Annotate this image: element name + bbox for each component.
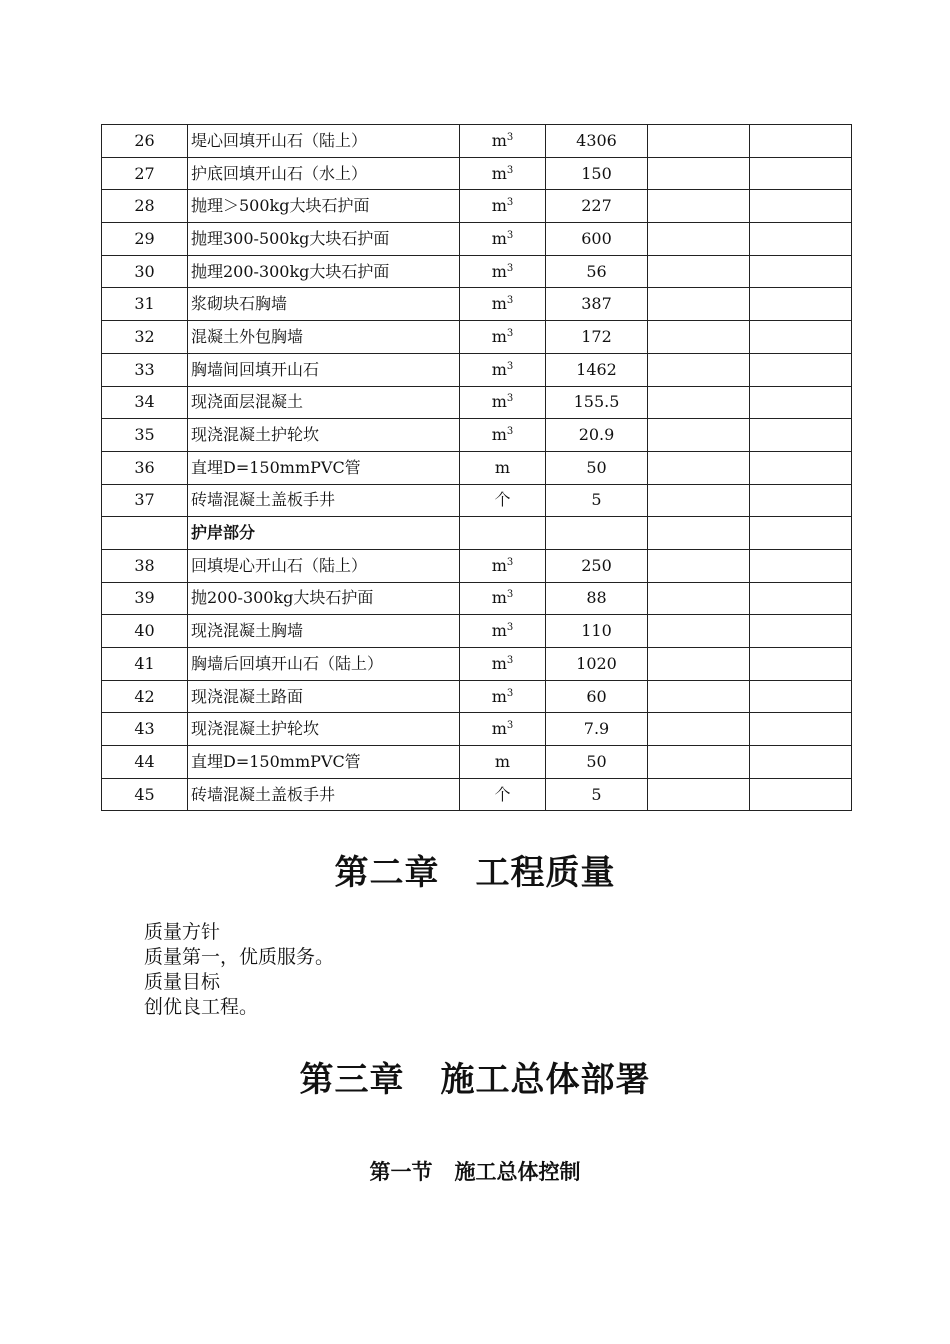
- empty-cell: [750, 125, 852, 158]
- quantity-cell-text: 387: [581, 294, 612, 314]
- empty-cell: [648, 484, 750, 517]
- item-name-cell-text: 砖墙混凝土盖板手井: [191, 784, 336, 804]
- item-name-cell: [188, 484, 460, 517]
- quantity-cell-text: 88: [586, 588, 607, 608]
- quantity-cell-text: 50: [586, 457, 607, 477]
- item-number-cell: [102, 615, 188, 648]
- unit-cell-text: m: [491, 588, 507, 608]
- quantity-cell: [546, 451, 648, 484]
- unit-exponent: 3: [506, 622, 514, 634]
- item-name-cell-text: 现浇面层混凝土: [191, 392, 304, 412]
- item-name-cell-text: 抛理＞500kg大块石护面: [191, 196, 370, 216]
- empty-cell: [648, 419, 750, 452]
- item-name-cell-text: 现浇混凝土胸墙: [191, 621, 304, 641]
- empty-cell: [750, 778, 852, 811]
- unit-cell-text: m: [491, 228, 507, 248]
- empty-cell: [648, 451, 750, 484]
- quantity-cell: [546, 190, 648, 223]
- table-row: [102, 353, 852, 386]
- unit-exponent: 3: [506, 393, 514, 405]
- quantity-cell: [546, 746, 648, 779]
- empty-cell: [648, 549, 750, 582]
- item-name-cell-text: 浆砌块石胸墙: [191, 294, 288, 314]
- unit-cell-text: m: [491, 555, 507, 575]
- empty-cell: [750, 419, 852, 452]
- unit-exponent: 3: [506, 589, 514, 601]
- quality-goal-heading: 质量目标: [144, 971, 221, 993]
- unit-cell: [460, 549, 546, 582]
- quantity-cell: [546, 353, 648, 386]
- unit-cell: [460, 713, 546, 746]
- item-number-cell-text: 35: [134, 425, 155, 445]
- unit-cell: [460, 615, 546, 648]
- item-number-cell: [102, 125, 188, 158]
- unit-cell-text: m: [491, 261, 507, 281]
- unit-cell-text: m: [491, 294, 507, 314]
- unit-cell-text: m: [491, 719, 507, 739]
- item-name-cell: [188, 451, 460, 484]
- item-name-cell: [188, 419, 460, 452]
- item-name-cell: [188, 680, 460, 713]
- item-name-cell: [188, 255, 460, 288]
- quantity-cell-text: 5: [591, 784, 602, 804]
- quantity-cell-text: 60: [586, 686, 607, 706]
- empty-cell: [648, 582, 750, 615]
- item-name-cell: [188, 778, 460, 811]
- empty-cell: [648, 615, 750, 648]
- empty-cell: [750, 517, 852, 550]
- item-number-cell: [102, 549, 188, 582]
- empty-cell: [648, 125, 750, 158]
- quality-policy-text: 质量第一，优质服务。: [144, 946, 335, 968]
- item-name-cell: [188, 582, 460, 615]
- item-number-cell-text: 30: [134, 261, 155, 281]
- unit-exponent: 3: [506, 164, 514, 176]
- quantity-cell: [546, 223, 648, 256]
- table-row: [102, 419, 852, 452]
- quantity-cell-text: 56: [586, 261, 607, 281]
- quantity-cell: [546, 680, 648, 713]
- unit-cell-text: m: [491, 425, 507, 445]
- empty-cell: [750, 484, 852, 517]
- empty-cell: [750, 321, 852, 354]
- unit-cell: [460, 778, 546, 811]
- item-number-cell: [102, 713, 188, 746]
- unit-cell: [460, 648, 546, 681]
- item-number-cell-text: 34: [134, 392, 155, 412]
- item-number-cell-text: 29: [134, 228, 155, 248]
- unit-exponent: 3: [506, 327, 514, 339]
- item-name-cell: [188, 549, 460, 582]
- unit-cell: [460, 223, 546, 256]
- table-section-row: [102, 517, 852, 550]
- item-number-cell: [102, 288, 188, 321]
- table-row: [102, 125, 852, 158]
- quantity-cell: [546, 419, 648, 452]
- item-number-cell: [102, 484, 188, 517]
- empty-cell: [648, 778, 750, 811]
- table-row: [102, 549, 852, 582]
- unit-cell-text: m: [491, 392, 507, 412]
- item-name-cell-text: 抛理300-500kg大块石护面: [191, 228, 390, 248]
- quality-policy-heading: 质量方针: [144, 921, 221, 943]
- quantity-cell-text: 1462: [576, 359, 617, 379]
- unit-exponent: 3: [506, 229, 514, 241]
- item-name-cell-text: 直埋D=150mmPVC管: [191, 457, 361, 477]
- unit-cell: [460, 746, 546, 779]
- table-row: [102, 582, 852, 615]
- unit-cell: [460, 255, 546, 288]
- table-row: [102, 615, 852, 648]
- table-row: [102, 190, 852, 223]
- item-number-cell-text: 27: [134, 163, 155, 183]
- quantity-cell-text: 227: [581, 196, 612, 216]
- unit-cell: [460, 288, 546, 321]
- quantity-cell-text: 110: [581, 621, 612, 641]
- item-number-cell: [102, 746, 188, 779]
- unit-cell-text: m: [491, 130, 507, 150]
- unit-cell-text: m: [491, 326, 507, 346]
- unit-exponent: 3: [506, 687, 514, 699]
- quantity-cell: [546, 288, 648, 321]
- quantity-cell: [546, 549, 648, 582]
- item-name-cell-text: 混凝土外包胸墙: [191, 326, 304, 346]
- unit-exponent: 3: [506, 131, 514, 143]
- quantity-cell: [546, 321, 648, 354]
- item-number-cell: [102, 451, 188, 484]
- item-number-cell-text: 36: [134, 457, 155, 477]
- empty-cell: [750, 223, 852, 256]
- table-row: [102, 484, 852, 517]
- empty-cell: [648, 353, 750, 386]
- quantity-cell: [546, 125, 648, 158]
- quantity-cell-text: 172: [581, 326, 612, 346]
- item-number-cell: [102, 386, 188, 419]
- item-number-cell-text: 32: [134, 326, 155, 346]
- unit-exponent: 3: [506, 197, 514, 209]
- table-row: [102, 255, 852, 288]
- unit-cell: [460, 157, 546, 190]
- item-number-cell-text: 37: [134, 490, 155, 510]
- quantity-cell-text: 150: [581, 163, 612, 183]
- empty-cell: [648, 517, 750, 550]
- empty-cell: [648, 680, 750, 713]
- table-row: [102, 386, 852, 419]
- unit-exponent: 3: [506, 556, 514, 568]
- item-number-cell-text: 45: [134, 784, 155, 804]
- empty-cell: [750, 582, 852, 615]
- table-row: [102, 157, 852, 190]
- item-number-cell: [102, 255, 188, 288]
- item-name-cell-text: 现浇混凝土路面: [191, 686, 304, 706]
- item-name-cell-text: 砖墙混凝土盖板手井: [191, 490, 336, 510]
- empty-cell: [750, 713, 852, 746]
- table-row: [102, 648, 852, 681]
- chapter-2-title: 工程质量: [475, 853, 616, 893]
- item-name-cell: [188, 125, 460, 158]
- item-name-cell-text: 护底回填开山石（水上）: [191, 163, 368, 183]
- quantity-cell-text: 20.9: [578, 425, 615, 445]
- unit-cell: [460, 125, 546, 158]
- empty-cell: [648, 223, 750, 256]
- quantity-cell-text: 600: [581, 228, 612, 248]
- unit-cell-text: m: [491, 359, 507, 379]
- item-name-cell-text: 现浇混凝土护轮坎: [191, 425, 320, 445]
- quantity-cell: [546, 255, 648, 288]
- unit-cell: [460, 451, 546, 484]
- item-number-cell: [102, 419, 188, 452]
- quantity-cell: [546, 713, 648, 746]
- table-row: [102, 778, 852, 811]
- item-name-cell-text: 堤心回填开山石（陆上）: [191, 130, 368, 150]
- item-name-cell: [188, 288, 460, 321]
- item-name-cell: [188, 746, 460, 779]
- chapter-2-body: [144, 920, 334, 1020]
- item-number-cell-text: 33: [134, 359, 155, 379]
- item-number-cell-text: 39: [134, 588, 155, 608]
- unit-cell-text: 个: [494, 784, 511, 804]
- table-row: [102, 451, 852, 484]
- quantity-cell: [546, 582, 648, 615]
- unit-cell: [460, 386, 546, 419]
- item-number-cell: [102, 353, 188, 386]
- item-name-cell-text: 回填堤心开山石（陆上）: [191, 555, 368, 575]
- item-number-cell: [102, 582, 188, 615]
- table-row: [102, 680, 852, 713]
- item-name-cell-text: 抛理200-300kg大块石护面: [191, 261, 390, 281]
- unit-cell-text: m: [491, 621, 507, 641]
- empty-cell: [750, 386, 852, 419]
- quantity-cell-text: 7.9: [583, 719, 610, 739]
- item-number-cell: [102, 321, 188, 354]
- quality-goal-text: 创优良工程。: [144, 996, 259, 1018]
- item-number-cell-text: 38: [134, 555, 155, 575]
- quantity-cell-text: 250: [581, 555, 612, 575]
- quantity-cell: [546, 648, 648, 681]
- item-name-cell-text: 胸墙后回填开山石（陆上）: [191, 653, 384, 673]
- empty-cell: [648, 746, 750, 779]
- quantity-cell-text: 5: [591, 490, 602, 510]
- chapter-3-heading: [0, 1052, 950, 1101]
- quantity-cell-text: 1020: [576, 653, 617, 673]
- empty-cell: [750, 157, 852, 190]
- unit-cell: [460, 321, 546, 354]
- item-number-cell-text: 26: [134, 130, 155, 150]
- empty-cell: [750, 746, 852, 779]
- section-1-number: 第一节: [369, 1159, 433, 1184]
- item-name-cell: [188, 157, 460, 190]
- item-name-cell-text: 现浇混凝土护轮坎: [191, 719, 320, 739]
- table-row: [102, 321, 852, 354]
- table-row: [102, 223, 852, 256]
- quantity-cell-text: 155.5: [573, 392, 620, 412]
- unit-cell-text: m: [491, 653, 507, 673]
- unit-cell: [460, 484, 546, 517]
- unit-exponent: 3: [506, 360, 514, 372]
- item-name-cell: [188, 386, 460, 419]
- chapter-2-heading: [0, 845, 950, 894]
- empty-cell: [750, 353, 852, 386]
- item-name-cell: [188, 648, 460, 681]
- item-number-cell: [102, 680, 188, 713]
- quantity-cell: [546, 157, 648, 190]
- empty-cell: [648, 648, 750, 681]
- item-name-cell: [188, 353, 460, 386]
- quantity-cell: [546, 615, 648, 648]
- quantity-cell-text: 4306: [576, 130, 617, 150]
- empty-cell: [648, 255, 750, 288]
- table-row: [102, 288, 852, 321]
- item-name-cell: [188, 615, 460, 648]
- item-number-cell: [102, 223, 188, 256]
- item-number-cell: [102, 648, 188, 681]
- table-row: [102, 713, 852, 746]
- section-1-heading: [0, 1156, 950, 1186]
- item-number-cell: [102, 157, 188, 190]
- item-name-cell-text: 护岸部分: [191, 523, 256, 543]
- unit-cell-text: 个: [494, 490, 511, 510]
- empty-cell: [648, 157, 750, 190]
- empty-cell: [750, 648, 852, 681]
- unit-exponent: 3: [506, 654, 514, 666]
- item-name-cell: [188, 223, 460, 256]
- empty-cell: [750, 615, 852, 648]
- item-number-cell-text: 44: [134, 751, 155, 771]
- chapter-2-number: 第二章: [334, 853, 440, 893]
- chapter-3-title: 施工总体部署: [440, 1060, 651, 1100]
- item-name-cell-text: 胸墙间回填开山石: [191, 359, 320, 379]
- unit-cell-text: m: [491, 686, 507, 706]
- unit-cell: [460, 353, 546, 386]
- unit-exponent: 3: [506, 262, 514, 274]
- item-number-cell: [102, 778, 188, 811]
- item-number-cell-text: 28: [134, 196, 155, 216]
- item-name-cell: [188, 713, 460, 746]
- unit-exponent: 3: [506, 720, 514, 732]
- unit-cell-text: m: [491, 163, 507, 183]
- unit-cell-text: m: [494, 751, 511, 771]
- unit-cell: [460, 419, 546, 452]
- unit-cell-text: m: [491, 196, 507, 216]
- item-number-cell-text: 43: [134, 719, 155, 739]
- empty-cell: [750, 255, 852, 288]
- quantity-cell: [546, 484, 648, 517]
- empty-cell: [648, 321, 750, 354]
- unit-exponent: 3: [506, 295, 514, 307]
- table-row: [102, 746, 852, 779]
- item-name-cell: [188, 321, 460, 354]
- unit-cell: [460, 582, 546, 615]
- item-number-cell-text: 31: [134, 294, 155, 314]
- section-1-title: 施工总体控制: [454, 1159, 581, 1184]
- unit-cell: [460, 517, 546, 550]
- item-number-cell: [102, 517, 188, 550]
- empty-cell: [750, 680, 852, 713]
- unit-cell: [460, 190, 546, 223]
- chapter-3-number: 第三章: [299, 1060, 405, 1100]
- item-number-cell: [102, 190, 188, 223]
- quantity-table: [101, 124, 852, 811]
- empty-cell: [750, 451, 852, 484]
- unit-cell: [460, 680, 546, 713]
- empty-cell: [750, 288, 852, 321]
- item-name-cell: [188, 517, 460, 550]
- empty-cell: [648, 713, 750, 746]
- unit-cell-text: m: [494, 457, 511, 477]
- quantity-cell: [546, 517, 648, 550]
- quantity-table-body: [102, 125, 852, 811]
- empty-cell: [648, 190, 750, 223]
- item-name-cell-text: 抛200-300kg大块石护面: [191, 588, 374, 608]
- item-number-cell-text: 40: [134, 621, 155, 641]
- unit-exponent: 3: [506, 426, 514, 438]
- empty-cell: [750, 549, 852, 582]
- quantity-cell: [546, 778, 648, 811]
- empty-cell: [750, 190, 852, 223]
- empty-cell: [648, 288, 750, 321]
- item-number-cell-text: 42: [134, 686, 155, 706]
- item-name-cell: [188, 190, 460, 223]
- item-number-cell-text: 41: [134, 653, 155, 673]
- empty-cell: [648, 386, 750, 419]
- item-name-cell-text: 直埋D=150mmPVC管: [191, 751, 361, 771]
- quantity-cell-text: 50: [586, 751, 607, 771]
- quantity-cell: [546, 386, 648, 419]
